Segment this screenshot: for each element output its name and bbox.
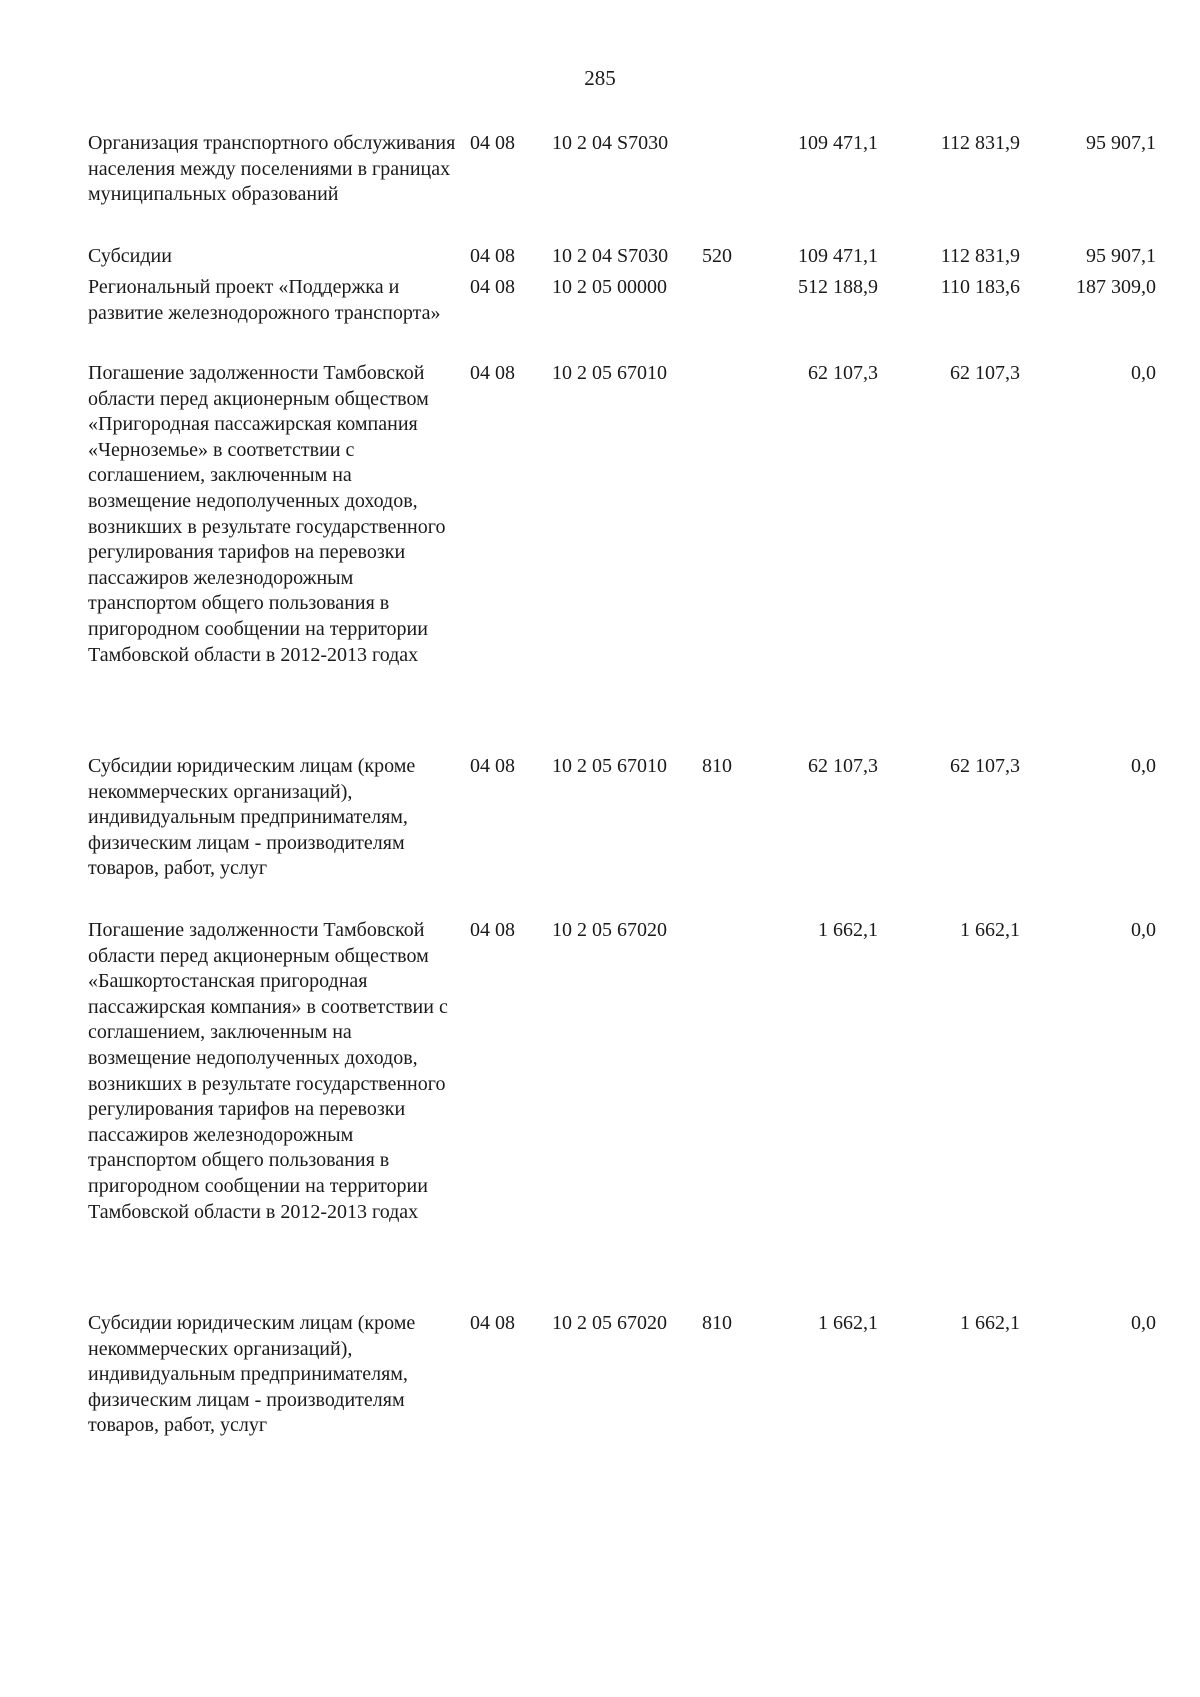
row-amount-year-3: 0,0 <box>1131 1312 1156 1334</box>
row-name: Погашение задолженности Тамбовской области перед акционерным обществом «Пригородная пассажирская компания «Черноземье» в соответствии с соглашением, заключенным на возмещение недополученных доходов, возникших в результате государственного регулирования тарифов на перевозки пассажиров железнодорожным транспортом общего пользования в пригородном сообщении на территории Тамбовской области в 2012-2013 годах <box>88 362 446 666</box>
row-amount-year-3: 0,0 <box>1131 362 1156 384</box>
row-section-code: 04 08 <box>470 276 515 298</box>
row-amount-year-2: 1 662,1 <box>960 919 1020 941</box>
row-amount-year-1: 1 662,1 <box>818 919 878 941</box>
page-number: 285 <box>584 66 616 90</box>
row-target-code: 10 2 05 67010 <box>552 362 667 384</box>
row-amount-year-3: 0,0 <box>1131 755 1156 777</box>
row-name: Организация транспортного обслуживания населения между поселениями в границах муниципальных образований <box>88 132 456 206</box>
row-amount-year-2: 62 107,3 <box>950 755 1020 777</box>
row-amount-year-1: 109 471,1 <box>798 245 878 267</box>
row-type-code: 520 <box>702 245 732 267</box>
row-section-code: 04 08 <box>470 755 515 777</box>
row-target-code: 10 2 05 67020 <box>552 919 667 941</box>
row-name: Субсидии юридическим лицам (кроме некоммерческих организаций), индивидуальным предпринимателям, физическим лицам - производителям товаров, работ, услуг <box>88 1312 416 1437</box>
row-amount-year-2: 62 107,3 <box>950 362 1020 384</box>
row-amount-year-1: 109 471,1 <box>798 132 878 154</box>
row-amount-year-1: 62 107,3 <box>808 755 878 777</box>
row-amount-year-2: 110 183,6 <box>940 276 1020 298</box>
row-section-code: 04 08 <box>470 132 515 154</box>
row-amount-year-3: 95 907,1 <box>1086 245 1156 267</box>
row-section-code: 04 08 <box>470 362 515 384</box>
row-section-code: 04 08 <box>470 919 515 941</box>
row-type-code: 810 <box>702 1312 732 1334</box>
row-amount-year-3: 95 907,1 <box>1086 132 1156 154</box>
row-target-code: 10 2 05 00000 <box>552 276 667 298</box>
row-name: Субсидии юридическим лицам (кроме некоммерческих организаций), индивидуальным предпринимателям, физическим лицам - производителям товаров, работ, услуг <box>88 755 416 880</box>
row-name: Погашение задолженности Тамбовской области перед акционерным обществом «Башкортостанская пригородная пассажирская компания» в соответствии с соглашением, заключенным на возмещение недополученных доходов, возникших в результате государственного регулирования тарифов на перевозки пассажиров железнодорожным транспортом общего пользования в пригородном сообщении на территории Тамбовской области в 2012-2013 годах <box>88 919 448 1223</box>
row-name: Региональный проект «Поддержка и развитие железнодорожного транспорта» <box>88 276 441 324</box>
row-amount-year-2: 1 662,1 <box>960 1312 1020 1334</box>
row-amount-year-3: 187 309,0 <box>1076 276 1156 298</box>
row-amount-year-3: 0,0 <box>1131 919 1156 941</box>
row-name: Субсидии <box>88 245 172 267</box>
row-target-code: 10 2 04 S7030 <box>552 245 669 267</box>
row-amount-year-1: 512 188,9 <box>798 276 878 298</box>
row-type-code: 810 <box>702 755 732 777</box>
row-target-code: 10 2 04 S7030 <box>552 132 669 154</box>
row-amount-year-2: 112 831,9 <box>940 245 1020 267</box>
row-amount-year-1: 1 662,1 <box>818 1312 878 1334</box>
row-amount-year-1: 62 107,3 <box>808 362 878 384</box>
row-amount-year-2: 112 831,9 <box>940 132 1020 154</box>
row-target-code: 10 2 05 67010 <box>552 755 667 777</box>
row-section-code: 04 08 <box>470 1312 515 1334</box>
row-target-code: 10 2 05 67020 <box>552 1312 667 1334</box>
row-section-code: 04 08 <box>470 245 515 267</box>
